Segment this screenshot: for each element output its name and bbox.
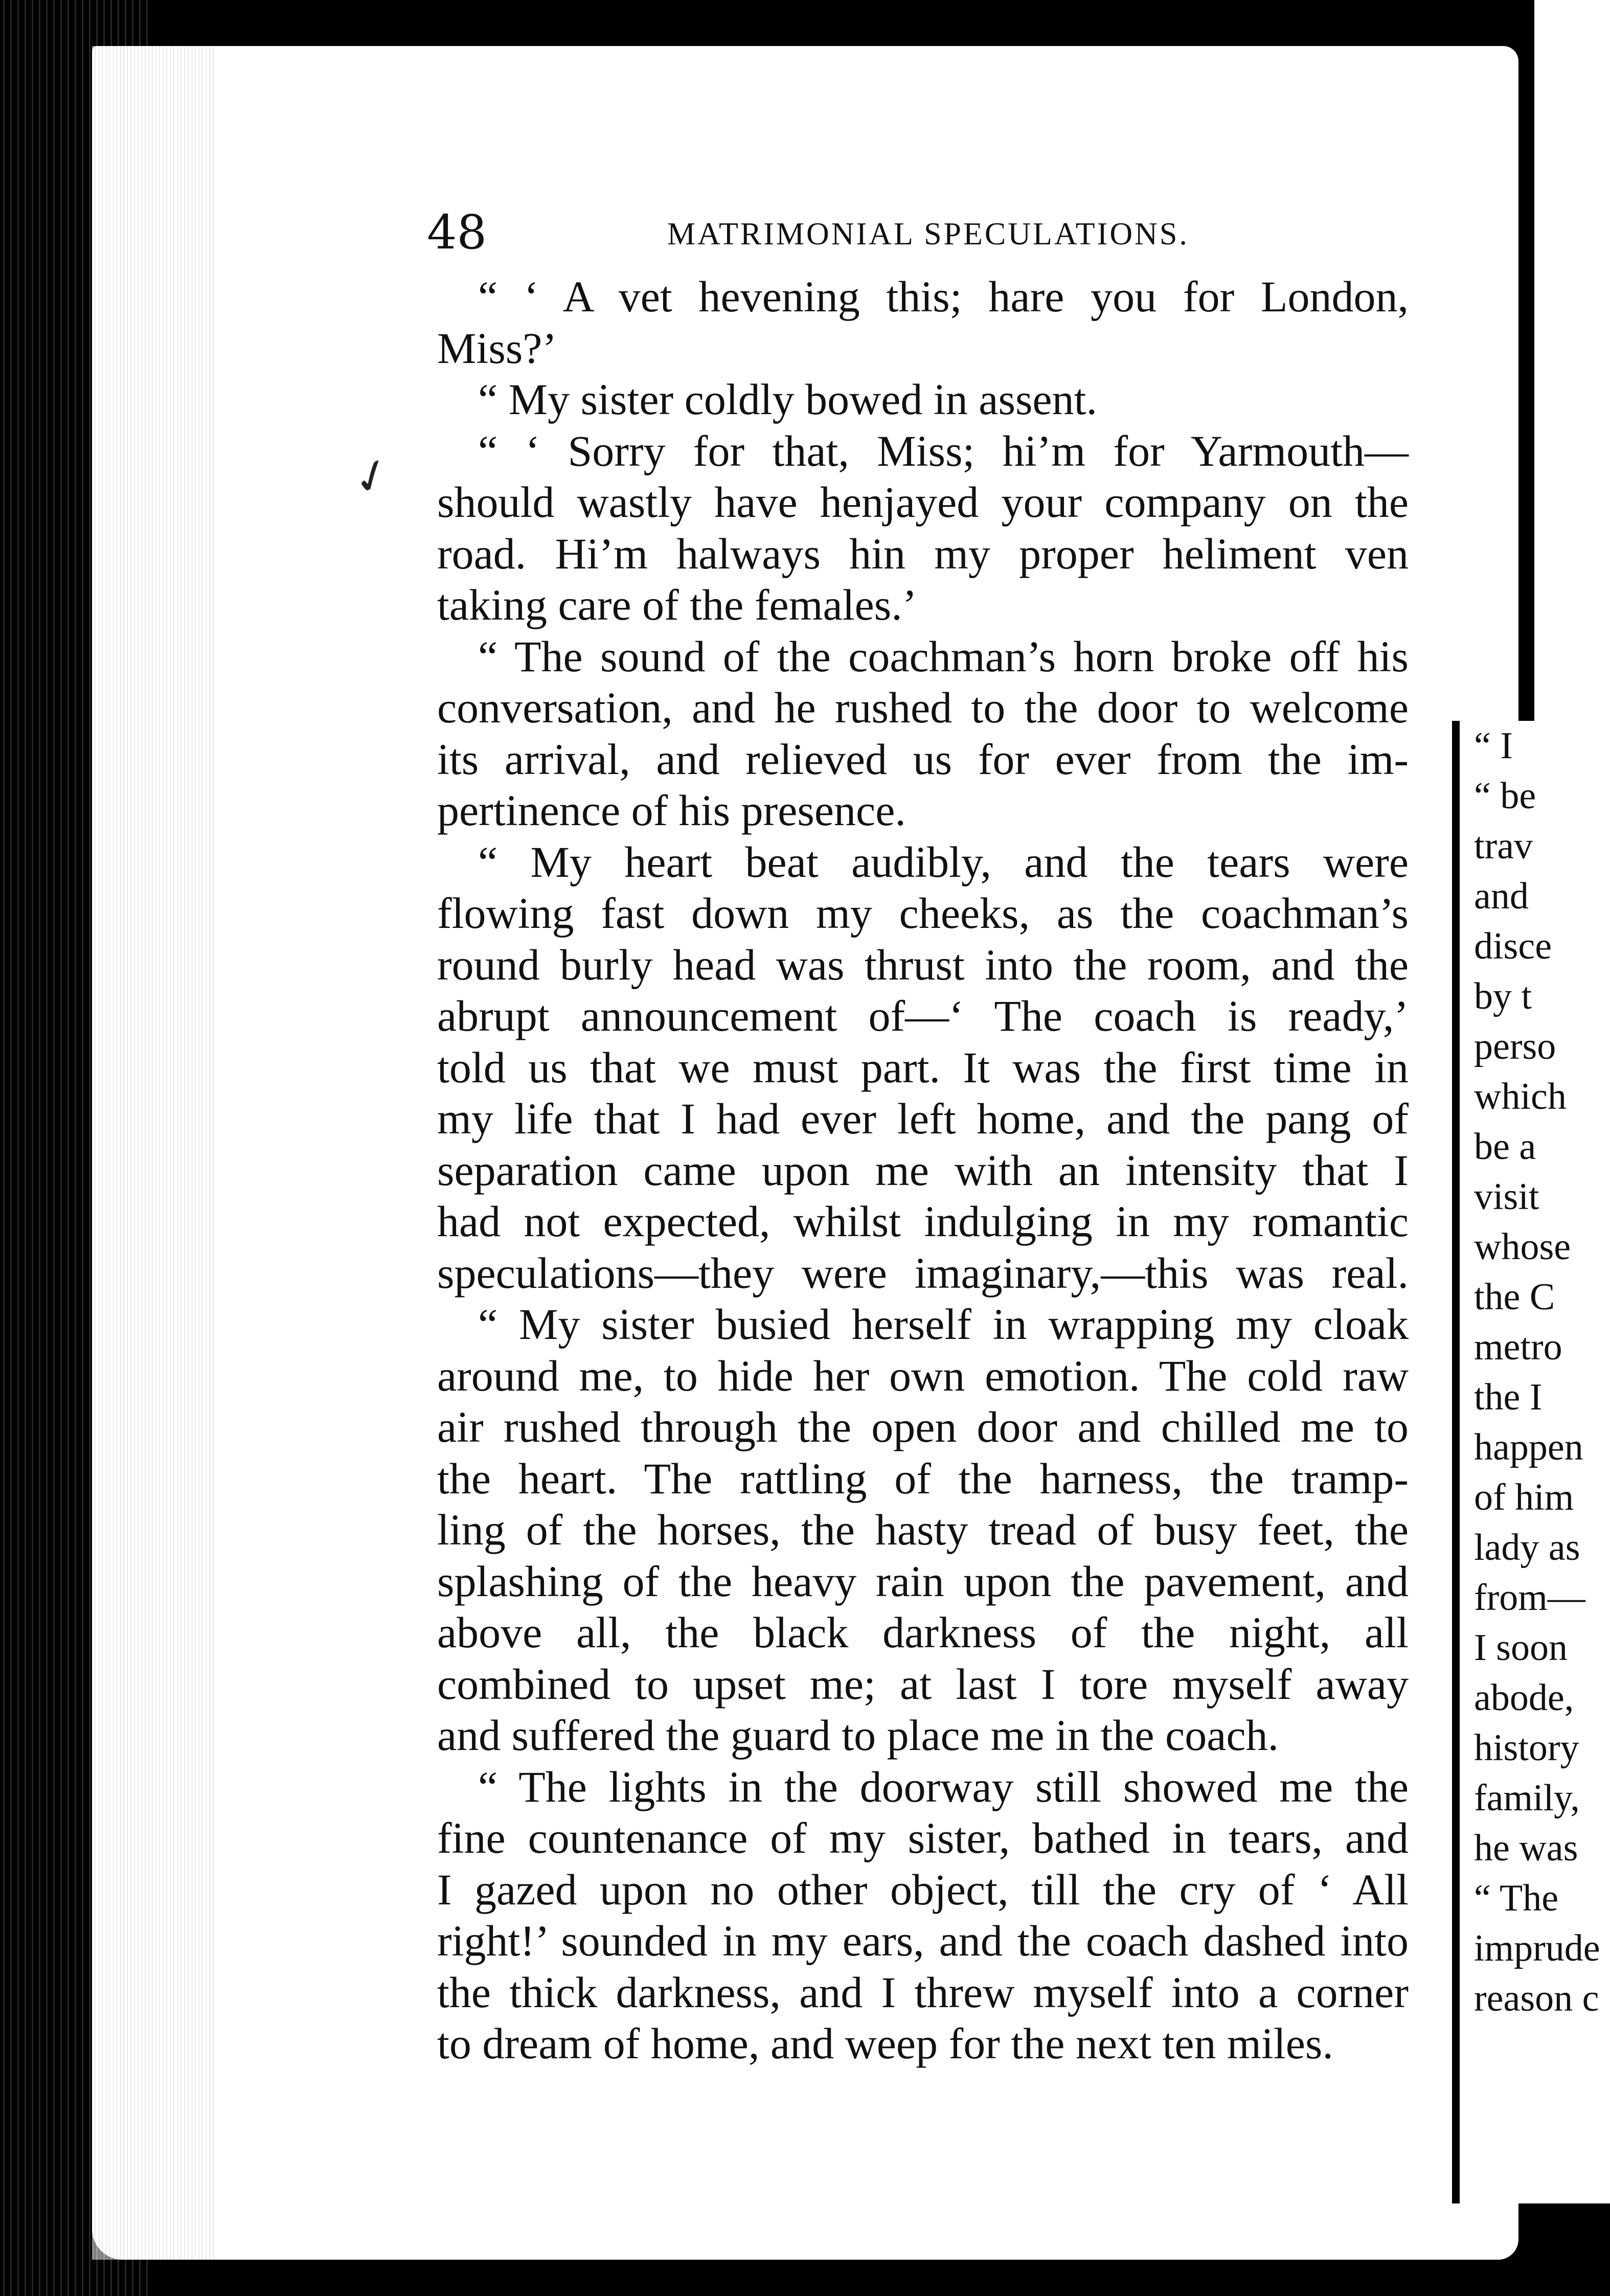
next-page-line: whose: [1474, 1226, 1571, 1268]
text-line: its arrival, and relieved us for ever from the im-: [437, 734, 1409, 784]
next-page-line: from—: [1474, 1577, 1585, 1619]
next-page-line: abode,: [1474, 1677, 1574, 1719]
text-line: fine countenance of my sister, bathed in tears, and: [437, 1813, 1409, 1862]
next-page-line: disce: [1474, 925, 1552, 967]
text-line: to dream of home, and weep for the next ten miles.: [437, 2019, 1333, 2068]
text-line: splashing of the heavy rain upon the pavement, and: [437, 1556, 1409, 1606]
text-line: pertinence of his presence.: [437, 786, 906, 835]
text-line: ling of the horses, the hasty tread of busy feet, the: [437, 1505, 1409, 1554]
text-line: taking care of the females.’: [437, 580, 917, 629]
text-line: the thick darkness, and I threw myself into a corner: [437, 1967, 1409, 2017]
next-page-line: reason c: [1474, 1977, 1599, 2019]
text-line: “ The sound of the coachman’s horn broke off his: [478, 631, 1409, 681]
body-text: [437, 271, 1409, 2070]
text-line: “ My heart beat audibly, and the tears were: [478, 837, 1409, 886]
text-line: right!’ sounded in my ears, and the coach dashed into: [437, 1916, 1409, 1965]
next-page-line: history: [1474, 1727, 1579, 1769]
next-page-line: the I: [1474, 1376, 1543, 1418]
next-page-line: and: [1474, 875, 1529, 917]
next-page-line: happen: [1474, 1426, 1583, 1468]
text-line: combined to upset me; at last I tore myself away: [437, 1659, 1409, 1709]
text-line: around me, to hide her own emotion. The cold raw: [437, 1351, 1409, 1400]
page-number: 48: [427, 205, 487, 260]
next-page-line: be a: [1474, 1126, 1536, 1168]
next-page-line: trav: [1474, 825, 1533, 867]
text-line: abrupt announcement of—‘ The coach is ready,’: [437, 991, 1409, 1040]
next-page-line: lady as: [1474, 1527, 1580, 1568]
page-header: [427, 204, 1398, 261]
next-page-line: “ be: [1474, 775, 1536, 817]
next-page-line: imprude: [1474, 1927, 1600, 1969]
text-line: should wastly have henjayed your company on the: [437, 478, 1409, 527]
next-page-line: which: [1474, 1076, 1567, 1118]
next-page-line: I soon: [1474, 1627, 1568, 1669]
page-gutter-line: [1526, 0, 1534, 721]
text-line: “ ‘ Sorry for that, Miss; hi’m for Yarmouth—: [478, 426, 1409, 475]
text-line: the heart. The rattling of the harness, the tramp-: [437, 1453, 1409, 1503]
next-page-line: visit: [1474, 1176, 1539, 1218]
text-line: and suffered the guard to place me in the coach.: [437, 1711, 1279, 1760]
next-page-line: by t: [1474, 975, 1532, 1017]
text-line: “ The lights in the doorway still showed me the: [478, 1762, 1409, 1811]
text-line: flowing fast down my cheeks, as the coachman’s: [437, 889, 1409, 938]
text-line: air rushed through the open door and chilled me to: [437, 1402, 1409, 1451]
text-line: “ ‘ A vet hevening this; hare you for London,: [478, 272, 1409, 321]
text-line: separation came upon me with an intensity that I: [437, 1145, 1409, 1195]
text-line: road. Hi’m halways hin my proper heliment ven: [437, 529, 1409, 578]
next-page-line: of him: [1474, 1476, 1574, 1518]
next-page-line: perso: [1474, 1026, 1556, 1067]
text-line: I gazed upon no other object, till the cry of ‘ All: [437, 1865, 1409, 1914]
text-line: “ My sister busied herself in wrapping my cloak: [478, 1300, 1409, 1349]
page-edge-texture: [92, 46, 215, 2260]
next-page-line: family,: [1474, 1777, 1580, 1819]
next-page-fragment: [1460, 721, 1610, 2203]
text-line: conversation, and he rushed to the door to welcome: [437, 683, 1409, 732]
next-page-line: the C: [1474, 1276, 1555, 1318]
text-line: above all, the black darkness of the night, all: [437, 1608, 1409, 1657]
text-line: my life that I had ever left home, and the pang of: [437, 1094, 1409, 1143]
next-page-top-strip: [1526, 0, 1610, 721]
margin-check-mark: ✓: [345, 445, 400, 509]
next-page-line: “ The: [1474, 1877, 1559, 1919]
next-page-line: metro: [1474, 1326, 1562, 1368]
next-page-line: he was: [1474, 1827, 1578, 1869]
text-line: Miss?’: [437, 323, 557, 373]
next-page-line: “ I: [1474, 725, 1513, 767]
text-line: round burly head was thrust into the room, and the: [437, 940, 1409, 989]
text-line: “ My sister coldly bowed in assent.: [478, 375, 1097, 424]
running-head: MATRIMONIAL SPECULATIONS.: [667, 217, 1189, 252]
text-line: speculations—they were imaginary,—this was real.: [437, 1248, 1409, 1298]
text-line: told us that we must part. It was the first time in: [437, 1042, 1409, 1092]
text-line: had not expected, whilst indulging in my romantic: [437, 1197, 1409, 1246]
